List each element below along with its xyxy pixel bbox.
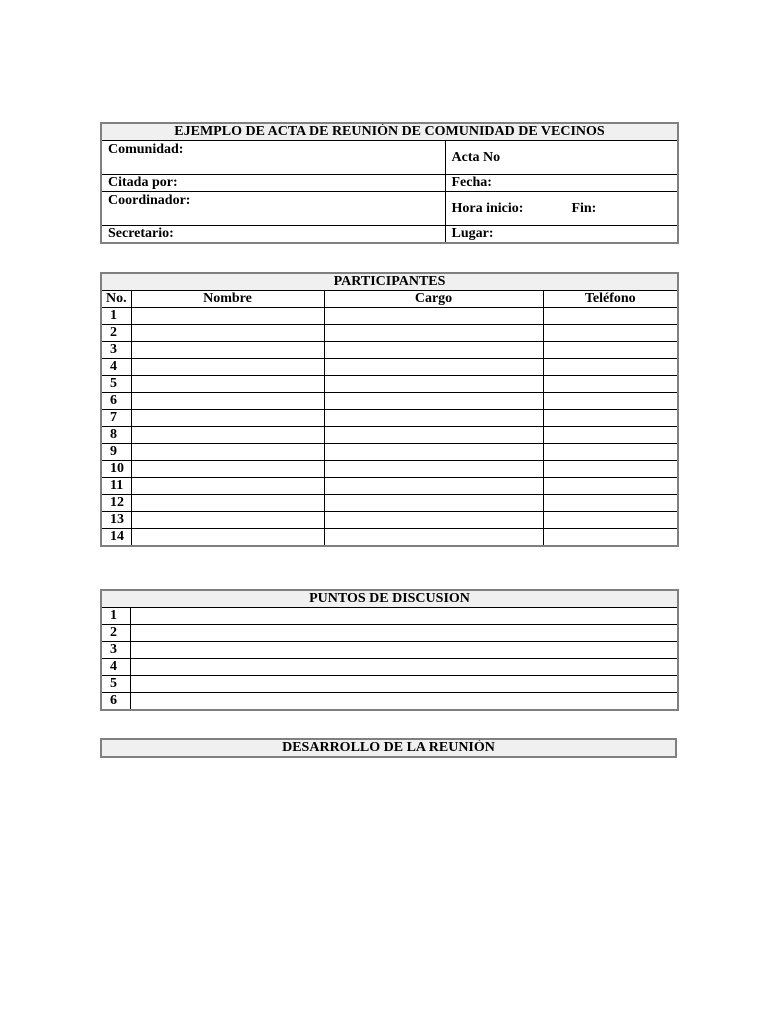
telefono-cell[interactable] — [543, 325, 678, 342]
cargo-cell[interactable] — [324, 359, 543, 376]
nombre-cell[interactable] — [131, 512, 324, 529]
acta-no-field[interactable] — [445, 141, 678, 175]
participantes-title: PARTICIPANTES — [101, 273, 678, 291]
row-number: 14 — [101, 529, 131, 547]
nombre-cell[interactable] — [131, 495, 324, 512]
table-row — [101, 529, 678, 547]
desarrollo-table — [100, 738, 677, 758]
telefono-cell[interactable] — [543, 376, 678, 393]
row-number: 1 — [101, 608, 130, 625]
nombre-cell[interactable] — [131, 342, 324, 359]
desarrollo-title: DESARROLLO DE LA REUNIÓN — [101, 739, 676, 757]
cargo-cell[interactable] — [324, 512, 543, 529]
fin-label: Fin: — [571, 200, 597, 216]
table-row — [101, 642, 678, 659]
fecha-label: Fecha: — [451, 175, 492, 190]
puntos-table — [100, 589, 679, 711]
row-number: 3 — [101, 642, 130, 659]
telefono-cell[interactable] — [543, 393, 678, 410]
cargo-cell[interactable] — [324, 444, 543, 461]
table-row — [101, 410, 678, 427]
cargo-cell[interactable] — [324, 325, 543, 342]
table-row — [101, 512, 678, 529]
comunidad-field[interactable] — [101, 141, 445, 175]
cargo-cell[interactable] — [324, 495, 543, 512]
nombre-cell[interactable] — [131, 393, 324, 410]
col-header-no: No. — [101, 291, 131, 308]
row-number: 5 — [101, 676, 130, 693]
table-row — [101, 608, 678, 625]
table-row — [101, 495, 678, 512]
punto-cell[interactable] — [130, 659, 678, 676]
punto-cell[interactable] — [130, 642, 678, 659]
punto-cell[interactable] — [130, 625, 678, 642]
row-number: 4 — [101, 359, 131, 376]
participantes-table — [100, 272, 679, 547]
telefono-cell[interactable] — [543, 342, 678, 359]
acta-no-label: Acta No — [451, 149, 501, 165]
row-number: 13 — [101, 512, 131, 529]
hora-inicio-label: Hora inicio: — [451, 200, 524, 216]
telefono-cell[interactable] — [543, 529, 678, 547]
telefono-cell[interactable] — [543, 512, 678, 529]
col-header-telefono: Teléfono — [543, 291, 678, 308]
row-number: 6 — [101, 393, 131, 410]
coordinador-field[interactable] — [101, 192, 445, 226]
telefono-cell[interactable] — [543, 308, 678, 325]
table-row — [101, 444, 678, 461]
col-header-cargo: Cargo — [324, 291, 543, 308]
acta-title: EJEMPLO DE ACTA DE REUNIÓN DE COMUNIDAD DE VECINOS — [101, 123, 678, 141]
puntos-rows — [101, 608, 678, 711]
hora-field[interactable] — [445, 192, 678, 226]
row-number: 3 — [101, 342, 131, 359]
acta-header-table — [100, 122, 679, 244]
table-row — [101, 359, 678, 376]
telefono-cell[interactable] — [543, 359, 678, 376]
telefono-cell[interactable] — [543, 427, 678, 444]
cargo-cell[interactable] — [324, 478, 543, 495]
punto-cell[interactable] — [130, 693, 678, 711]
puntos-title: PUNTOS DE DISCUSION — [101, 590, 678, 608]
nombre-cell[interactable] — [131, 410, 324, 427]
table-row — [101, 325, 678, 342]
table-row — [101, 342, 678, 359]
citada-por-label: Citada por: — [108, 175, 178, 190]
cargo-cell[interactable] — [324, 410, 543, 427]
nombre-cell[interactable] — [131, 325, 324, 342]
fecha-field[interactable] — [445, 175, 678, 192]
row-number: 5 — [101, 376, 131, 393]
table-row — [101, 461, 678, 478]
nombre-cell[interactable] — [131, 478, 324, 495]
table-row — [101, 693, 678, 711]
cargo-cell[interactable] — [324, 461, 543, 478]
row-number: 12 — [101, 495, 131, 512]
lugar-field[interactable] — [445, 226, 678, 244]
nombre-cell[interactable] — [131, 427, 324, 444]
table-row — [101, 376, 678, 393]
telefono-cell[interactable] — [543, 410, 678, 427]
coordinador-label: Coordinador: — [108, 193, 191, 208]
col-header-nombre: Nombre — [131, 291, 324, 308]
cargo-cell[interactable] — [324, 529, 543, 547]
row-number: 1 — [101, 308, 131, 325]
cargo-cell[interactable] — [324, 342, 543, 359]
telefono-cell[interactable] — [543, 444, 678, 461]
secretario-label: Secretario: — [108, 226, 174, 241]
nombre-cell[interactable] — [131, 376, 324, 393]
table-row — [101, 659, 678, 676]
nombre-cell[interactable] — [131, 308, 324, 325]
row-number: 2 — [101, 325, 131, 342]
table-row — [101, 308, 678, 325]
citada-por-field[interactable] — [101, 175, 445, 192]
row-number: 4 — [101, 659, 130, 676]
row-number: 6 — [101, 693, 130, 711]
table-row — [101, 393, 678, 410]
punto-cell[interactable] — [130, 608, 678, 625]
cargo-cell[interactable] — [324, 427, 543, 444]
row-number: 9 — [101, 444, 131, 461]
comunidad-label: Comunidad: — [108, 142, 184, 157]
punto-cell[interactable] — [130, 676, 678, 693]
table-row — [101, 478, 678, 495]
row-number: 8 — [101, 427, 131, 444]
row-number: 11 — [101, 478, 131, 495]
row-number: 10 — [101, 461, 131, 478]
telefono-cell[interactable] — [543, 495, 678, 512]
telefono-cell[interactable] — [543, 461, 678, 478]
row-number: 7 — [101, 410, 131, 427]
telefono-cell[interactable] — [543, 478, 678, 495]
cargo-cell[interactable] — [324, 376, 543, 393]
cargo-cell[interactable] — [324, 308, 543, 325]
table-row — [101, 625, 678, 642]
nombre-cell[interactable] — [131, 444, 324, 461]
nombre-cell[interactable] — [131, 359, 324, 376]
secretario-field[interactable] — [101, 226, 445, 244]
participantes-rows — [101, 308, 678, 547]
table-row — [101, 676, 678, 693]
cargo-cell[interactable] — [324, 393, 543, 410]
row-number: 2 — [101, 625, 130, 642]
nombre-cell[interactable] — [131, 461, 324, 478]
lugar-label: Lugar: — [451, 226, 494, 241]
table-row — [101, 427, 678, 444]
nombre-cell[interactable] — [131, 529, 324, 547]
